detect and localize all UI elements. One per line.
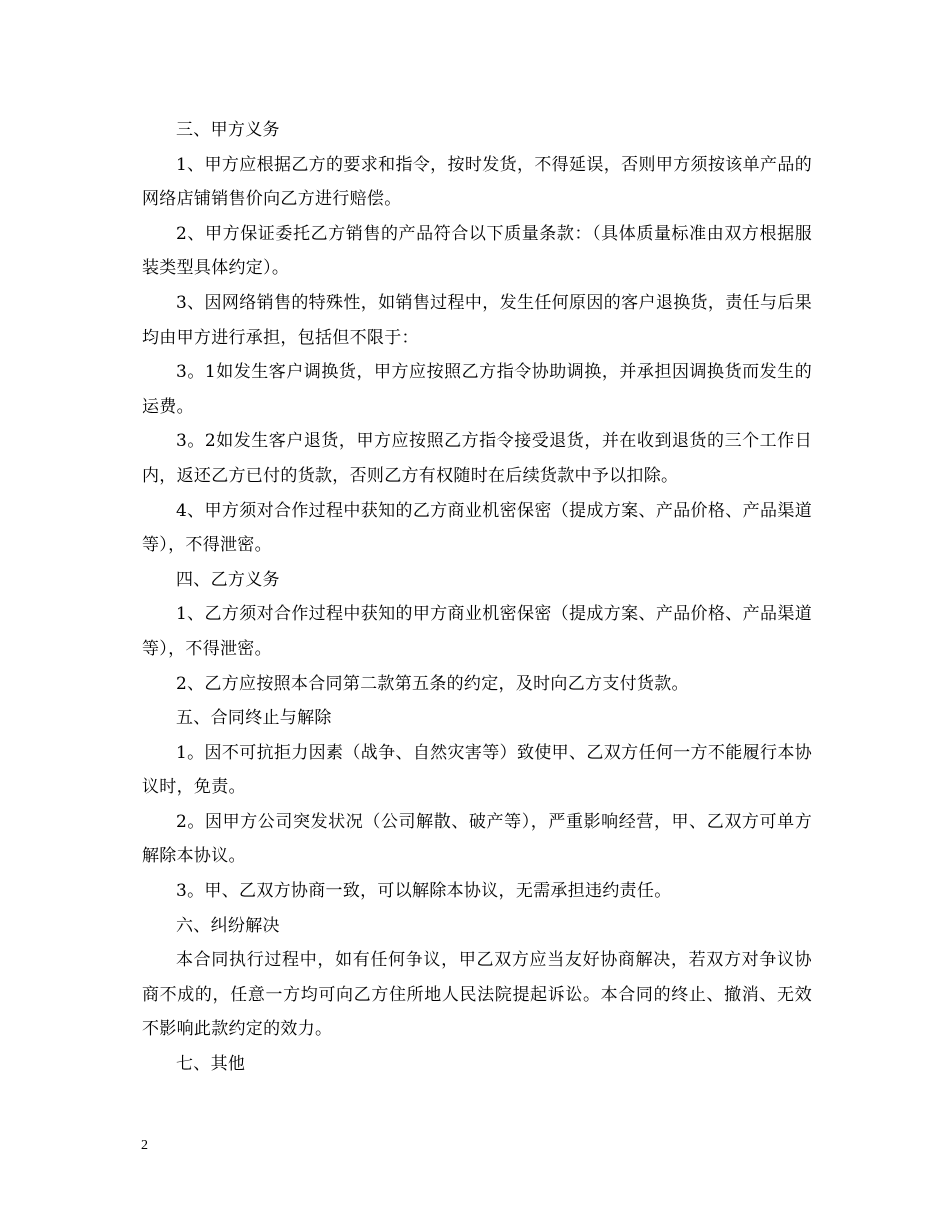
section-heading-termination: 五、合同终止与解除 — [176, 708, 332, 729]
clause-3-4: 4、甲方须对合作过程中获知的乙方商业机密保密（提成方案、产品价格、产品渠道等），不得泄密。 — [142, 500, 812, 556]
clause-3-3-2: 3。2如发生客户退货，甲方应按照乙方指令接受退货，并在收到退货的三个工作日内，返还乙方已付的货款，否则乙方有权随时在后续货款中予以扣除。 — [142, 431, 812, 486]
clause-4-2: 2、乙方应按照本合同第二款第五条的约定，及时向乙方支付货款。 — [176, 673, 689, 694]
clause-6-body: 本合同执行过程中，如有任何争议，甲乙双方应当友好协商解决，若双方对争议协商不成的，任意一方均可向乙方住所地人民法院提起诉讼。本合同的终止、撤消、无效不影响此款约定的效力。 — [142, 950, 812, 1040]
section-heading-party-a-obligations: 三、甲方义务 — [176, 120, 280, 140]
clause-3-3-1: 3。1如发生客户调换货，甲方应按照乙方指令协助调换，并承担因调换货而发生的运费。 — [142, 362, 812, 417]
clause-5-3: 3。甲、乙双方协商一致，可以解除本协议，无需承担违约责任。 — [176, 881, 672, 902]
clause-5-2: 2。因甲方公司突发状况（公司解散、破产等），严重影响经营，甲、乙双方可单方解除本协议。 — [142, 811, 812, 867]
section-heading-party-b-obligations: 四、乙方义务 — [176, 569, 280, 590]
page-number: 2 — [141, 1138, 148, 1153]
document-body — [142, 113, 812, 1082]
section-heading-dispute-resolution: 六、纠纷解决 — [176, 915, 280, 936]
clause-3-1: 1、甲方应根据乙方的要求和指令，按时发货，不得延误，否则甲方须按该单产品的网络店铺销售价向乙方进行赔偿。 — [142, 154, 812, 210]
clause-5-1: 1。因不可抗拒力因素（战争、自然灾害等）致使甲、乙双方任何一方不能履行本协议时，免责。 — [142, 742, 812, 798]
clause-4-1: 1、乙方须对合作过程中获知的甲方商业机密保密（提成方案、产品价格、产品渠道等），不得泄密。 — [142, 604, 812, 659]
section-heading-other: 七、其他 — [176, 1054, 246, 1075]
clause-3-3: 3、因网络销售的特殊性，如销售过程中，发生任何原因的客户退换货，责任与后果均由甲方进行承担，包括但不限于： — [142, 292, 812, 348]
clause-3-2: 2、甲方保证委托乙方销售的产品符合以下质量条款：（具体质量标准由双方根据服装类型具体约定）。 — [142, 223, 812, 279]
